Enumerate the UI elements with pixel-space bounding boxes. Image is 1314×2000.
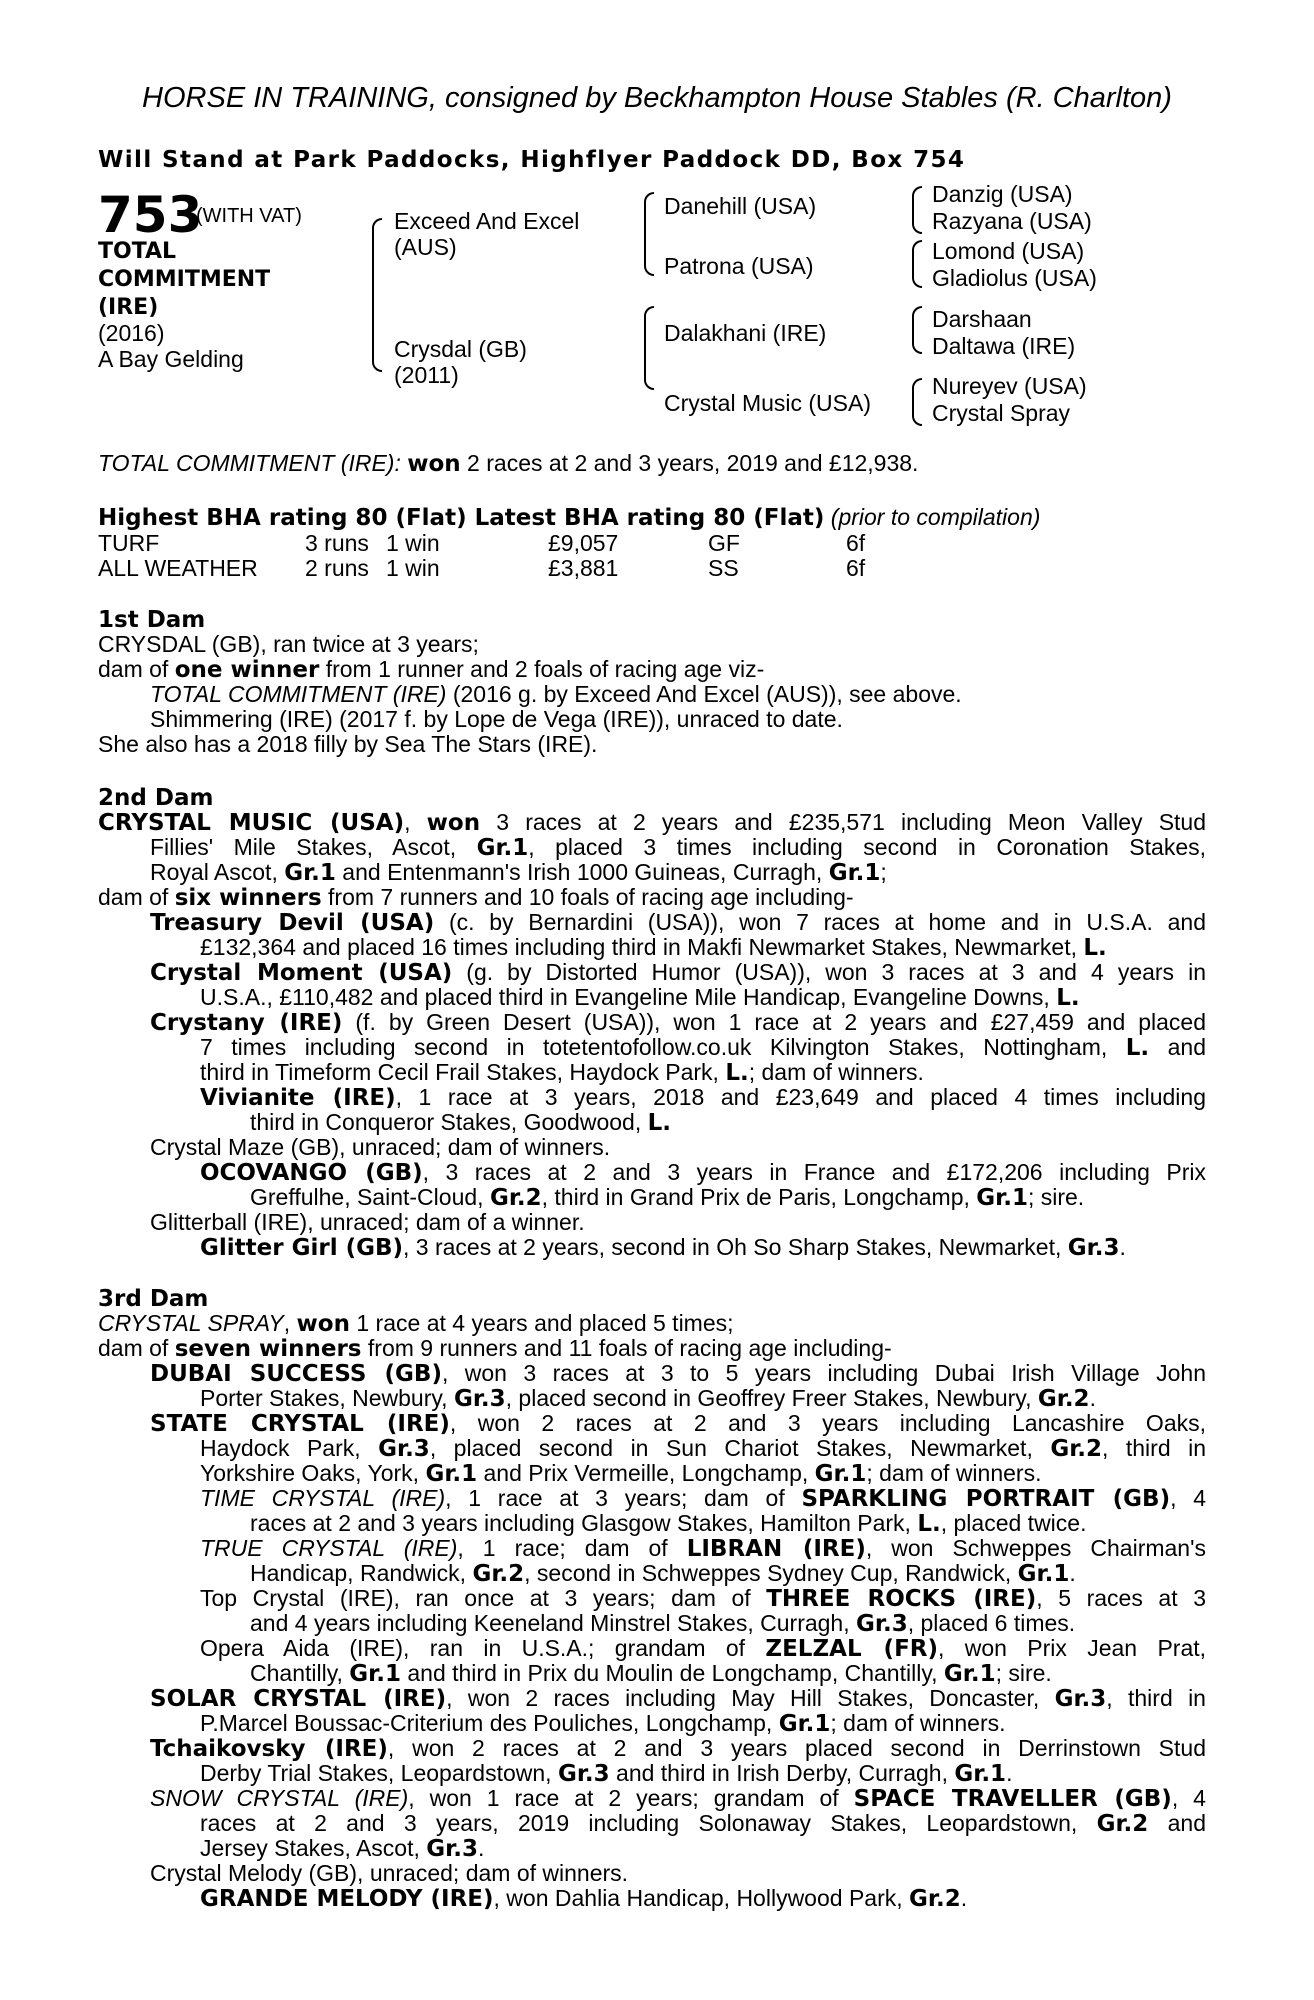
text-run: Handicap, Randwick, — [250, 1560, 473, 1586]
text-run: SNOW CRYSTAL (IRE) — [150, 1785, 409, 1811]
text-run: Gr.3 — [557, 1761, 610, 1787]
second-dam-line — [150, 860, 887, 886]
text-run: , third in Grand Prix de Paris, Longchamp, — [541, 1184, 977, 1210]
text-run: Haydock Park, — [200, 1435, 379, 1461]
lot-number: 753 — [98, 186, 203, 244]
text-run: , 4 — [1170, 1485, 1207, 1511]
text-run: Glitter Girl (GB) — [200, 1235, 404, 1261]
horse-name-line: COMMITMENT — [98, 267, 271, 292]
text-run: Yorkshire Oaks, York, — [200, 1460, 426, 1486]
dam-name — [394, 336, 527, 388]
text-run: SPACE TRAVELLER (GB) — [853, 1786, 1172, 1812]
text-run: , second in Schweppes Sydney Cup, Randwick, — [524, 1560, 1018, 1586]
rating-going: GF — [708, 530, 740, 556]
horse-name — [98, 238, 270, 322]
text-run: , 5 races at 3 — [1036, 1585, 1206, 1611]
text-run: dam of — [98, 884, 175, 910]
text-run: Gr.2 — [1096, 1811, 1149, 1837]
first-dam-line: Shimmering (IRE) (2017 f. by Lope de Vega (IRE)), unraced to date. — [150, 706, 843, 732]
third-dam-line — [150, 1736, 1206, 1762]
dd-sire: Nureyev (USA) — [932, 373, 1087, 399]
text-run: ; sire. — [1027, 1184, 1085, 1210]
text-run: races at 2 and 3 years, 2019 including Solonaway Stakes, Leopardstown, — [200, 1810, 1097, 1836]
text-run: (c. by Bernardini (USA)), won 7 races at home and in U.S.A. and — [434, 909, 1206, 935]
pedigree-brace — [912, 186, 922, 234]
text-run: L. — [725, 1060, 749, 1086]
text-run: third in Conqueror Stakes, Goodwood, — [250, 1109, 648, 1135]
text-run: Gr.1 — [943, 1661, 996, 1687]
ss-sire: Danzig (USA) — [932, 181, 1073, 207]
text-run: Gr.3 — [1067, 1235, 1120, 1261]
horse-name-line: (IRE) — [98, 295, 159, 320]
text-run: races at 2 and 3 years including Glasgow Stakes, Hamilton Park, — [250, 1510, 918, 1536]
second-dam-line — [98, 885, 854, 911]
ratings-line — [98, 505, 1040, 531]
ss-dam: Razyana (USA) — [932, 208, 1092, 234]
third-dam-line — [200, 1636, 1206, 1662]
text-run: won — [426, 810, 481, 836]
second-dam-line — [250, 1110, 671, 1136]
text-run: and — [1149, 1034, 1206, 1060]
vat-note: (WITH VAT) — [196, 205, 302, 227]
text-run: Gr.3 — [453, 1386, 506, 1412]
text-run: LIBRAN (IRE) — [686, 1536, 866, 1562]
third-dam-line — [250, 1561, 1076, 1587]
dam-line: (2011) — [394, 362, 459, 388]
text-run: , placed twice. — [940, 1510, 1087, 1536]
race-summary — [98, 451, 918, 477]
text-run: Gr.1 — [476, 835, 529, 861]
dam-dam: Crystal Music (USA) — [664, 390, 872, 416]
text-run: (2016 g. by Exceed And Excel (AUS)), see above. — [446, 681, 962, 707]
second-dam-line: Crystal Maze (GB), unraced; dam of winners. — [150, 1134, 611, 1160]
text-run: SOLAR CRYSTAL (IRE) — [150, 1686, 447, 1712]
text-run: , 4 — [1171, 1785, 1206, 1811]
pedigree-brace — [644, 306, 654, 390]
stand-location: Will Stand at Park Paddocks, Highflyer Paddock DD, Box 754 — [98, 147, 966, 173]
rating-wins: 1 win — [386, 555, 440, 581]
text-run: and third in Prix du Moulin de Longchamp, Chantilly, — [400, 1660, 944, 1686]
pedigree-brace — [644, 192, 654, 276]
text-run: Derby Trial Stakes, Leopardstown, — [200, 1760, 558, 1786]
text-run: , placed second in Sun Chariot Stakes, Newmarket, — [429, 1435, 1051, 1461]
text-run: from 9 runners and 11 foals of racing age including- — [361, 1335, 892, 1361]
third-dam-line — [250, 1611, 1075, 1637]
text-run: , 1 race at 3 years, 2018 and £23,649 and placed 4 times including — [395, 1084, 1206, 1110]
text-run: , — [283, 1310, 297, 1336]
text-run: , third in — [1102, 1435, 1206, 1461]
text-run: Fillies' Mile Stakes, Ascot, — [150, 834, 477, 860]
text-run: Tchaikovsky (IRE) — [150, 1736, 388, 1762]
text-run: . — [477, 1835, 485, 1861]
text-run: GRANDE MELODY (IRE) — [200, 1886, 494, 1912]
dam-sire: Dalakhani (IRE) — [664, 320, 827, 346]
rating-surface: TURF — [98, 530, 160, 556]
text-run: 3 races at 2 years and £235,571 including Meon Valley Stud — [480, 809, 1207, 835]
second-dam-line — [200, 1160, 1206, 1186]
text-run: L. — [1083, 935, 1107, 961]
text-run: OCOVANGO (GB) — [200, 1160, 423, 1186]
text-run: , won 3 races at 3 to 5 years including Dubai Irish Village John — [441, 1360, 1206, 1386]
text-run: , 1 race at 3 years; dam of — [445, 1485, 802, 1511]
text-run: Gr.3 — [378, 1436, 430, 1462]
text-run: and third in Irish Derby, Curragh, — [609, 1760, 955, 1786]
rating-distance: 6f — [846, 555, 866, 581]
text-run: , won 2 races including May Hill Stakes, Doncaster, — [446, 1685, 1055, 1711]
text-run: , won 2 races at 2 and 3 years placed second in Derrinstown Stud — [387, 1735, 1206, 1761]
rating-prize: £3,881 — [548, 555, 619, 581]
text-run: and Entenmann's Irish 1000 Guineas, Curragh, — [335, 859, 829, 885]
text-run: Gr.1 — [349, 1661, 401, 1687]
rating-going: SS — [708, 555, 739, 581]
text-run: Jersey Stakes, Ascot, — [200, 1835, 427, 1861]
sire-line: Exceed And Excel — [394, 208, 580, 234]
third-dam-line — [150, 1361, 1206, 1387]
dd-dam: Crystal Spray — [932, 400, 1071, 426]
sd-sire: Lomond (USA) — [932, 238, 1085, 264]
text-run: Gr.1 — [778, 1711, 831, 1737]
ratings-bold: Highest BHA rating 80 (Flat) Latest BHA rating 80 (Flat) — [98, 505, 825, 531]
second-dam-line: CRYSTAL MUSIC (USA), won 3 races at 2 years and £235,571 including Meon Valley Stud — [98, 809, 1207, 836]
text-run: , third in — [1106, 1685, 1206, 1711]
text-run: , placed 6 times. — [907, 1610, 1076, 1636]
text-run: 7 times including second in totetentofollow.co.uk Kilvington Stakes, Nottingham, — [200, 1034, 1126, 1060]
third-dam-line — [200, 1486, 1206, 1512]
sire-dam: Patrona (USA) — [664, 253, 814, 279]
second-dam-line — [150, 910, 1206, 936]
text-run: Gr.1 — [1017, 1561, 1070, 1587]
text-run: Gr.1 — [976, 1185, 1028, 1211]
second-dam-heading: 2nd Dam — [98, 785, 214, 811]
text-run: Crystal Moment (USA) — [150, 960, 453, 986]
third-dam-line: Crystal Melody (GB), unraced; dam of winners. — [150, 1860, 629, 1886]
text-run: and 4 years including Keeneland Minstrel Stakes, Curragh, — [250, 1610, 857, 1636]
text-run: Top Crystal (IRE), ran once at 3 years; dam of — [200, 1585, 767, 1611]
first-dam-line — [150, 682, 962, 707]
text-run: third in Timeform Cecil Frail Stakes, Haydock Park, — [200, 1059, 726, 1085]
consignor-header: HORSE IN TRAINING, consigned by Beckhampton House Stables (R. Charlton) — [142, 82, 1172, 114]
third-dam-line — [200, 1461, 1041, 1487]
second-dam-line — [150, 960, 1206, 986]
text-run: L. — [647, 1110, 672, 1136]
ratings-note: (prior to compilation) — [824, 504, 1041, 530]
text-run: dam of — [98, 1335, 175, 1361]
third-dam-line — [200, 1886, 967, 1912]
text-run: , 3 races at 2 and 3 years in France and £172,206 including Prix — [422, 1159, 1206, 1185]
text-run: ; sire. — [995, 1660, 1052, 1686]
rating-runs: 3 runs — [305, 530, 369, 556]
text-run: L. — [1125, 1035, 1150, 1061]
text-run: Gr.2 — [1050, 1436, 1102, 1462]
text-run: Gr.2 — [909, 1886, 961, 1912]
text-run: (f. by Green Desert (USA)), won 1 race at 2 years and £27,459 and placed — [342, 1009, 1207, 1035]
text-run: , won 1 race at 2 years; grandam of — [408, 1785, 854, 1811]
text-run: Gr.1 — [284, 860, 336, 886]
text-run: CRYSTAL MUSIC (USA) — [98, 810, 405, 836]
text-run: dam of — [98, 656, 175, 682]
summary-text: 2 races at 2 and 3 years, 2019 and £12,938. — [460, 450, 919, 476]
text-run: P.Marcel Boussac-Criterium des Pouliches, Longchamp, — [200, 1710, 779, 1736]
third-dam-line — [200, 1836, 484, 1862]
text-run: . — [1069, 1560, 1076, 1586]
rating-runs: 2 runs — [305, 555, 369, 581]
text-run: ZELZAL (FR) — [765, 1636, 939, 1662]
pedigree-brace — [912, 306, 922, 354]
text-run: one winner — [174, 657, 320, 683]
third-dam-line — [200, 1436, 1206, 1462]
summary-horse: TOTAL COMMITMENT (IRE) — [98, 450, 395, 476]
text-run: ; dam of winners. — [748, 1059, 924, 1085]
text-run: Gr.1 — [828, 860, 881, 886]
text-run: , 1 race; dam of — [457, 1535, 687, 1561]
text-run: from 7 runners and 10 foals of racing age including- — [321, 884, 854, 910]
third-dam-heading: 3rd Dam — [98, 1286, 209, 1312]
second-dam-line — [250, 1185, 1084, 1211]
second-dam-line — [150, 835, 1206, 861]
third-dam-line — [98, 1336, 892, 1362]
ds-dam: Daltawa (IRE) — [932, 333, 1076, 359]
second-dam-line — [200, 1085, 1206, 1111]
text-run: STATE CRYSTAL (IRE) — [150, 1411, 450, 1437]
sire-line: (AUS) — [394, 234, 457, 260]
text-run: (g. by Distorted Humor (USA)), won 3 races at 3 and 4 years in — [452, 959, 1206, 985]
sd-dam: Gladiolus (USA) — [932, 265, 1097, 291]
text-run: Crystany (IRE) — [150, 1010, 343, 1036]
text-run: TIME CRYSTAL (IRE) — [200, 1485, 446, 1511]
text-run: Greffulhe, Saint-Cloud, — [250, 1184, 490, 1210]
horse-name-line: TOTAL — [98, 239, 177, 264]
text-run: 1 race at 4 years and placed 5 times; — [349, 1310, 734, 1336]
third-dam-line — [200, 1811, 1206, 1837]
text-run: Gr.1 — [814, 1461, 867, 1487]
horse-description: A Bay Gelding — [98, 346, 244, 372]
text-run: ; dam of winners. — [866, 1460, 1042, 1486]
third-dam-line — [200, 1711, 1006, 1737]
text-run: ; — [880, 859, 887, 885]
text-run: , won Dahlia Handicap, Hollywood Park, — [493, 1885, 910, 1911]
text-run: Gr.3 — [426, 1836, 478, 1862]
summary-won: won — [407, 451, 461, 477]
text-run: , won Schweppes Chairman's — [865, 1535, 1206, 1561]
text-run: , placed second in Geoffrey Freer Stakes, Newbury, — [505, 1385, 1038, 1411]
text-run: six winners — [174, 885, 322, 911]
text-run: and Prix Vermeille, Longchamp, — [477, 1460, 815, 1486]
first-dam-line — [98, 657, 764, 683]
text-run: ; dam of winners. — [830, 1710, 1006, 1736]
text-run: and — [1148, 1810, 1206, 1836]
third-dam-line — [150, 1686, 1206, 1712]
dam-line: Crysdal (GB) — [394, 336, 527, 362]
third-dam-line — [150, 1411, 1206, 1437]
third-dam-line — [250, 1661, 1052, 1687]
second-dam-line — [200, 935, 1107, 961]
text-run: Royal Ascot, — [150, 859, 285, 885]
text-run: Gr.3 — [1054, 1686, 1107, 1712]
text-run: £132,364 and placed 16 times including third in Makfi Newmarket Stakes, Newmarket, — [200, 934, 1084, 960]
rating-surface: ALL WEATHER — [98, 555, 258, 581]
text-run: , won 2 races at 2 and 3 years including Lancashire Oaks, — [449, 1410, 1207, 1436]
second-dam-line — [150, 1010, 1206, 1036]
second-dam-line — [200, 1060, 924, 1086]
foaling-year: (2016) — [98, 320, 165, 346]
second-dam-line — [200, 985, 1080, 1011]
text-run: from 1 runner and 2 foals of racing age viz- — [319, 656, 765, 682]
text-run: won — [296, 1311, 350, 1337]
text-run: , won Prix Jean Prat, — [938, 1635, 1207, 1661]
text-run: SPARKLING PORTRAIT (GB) — [801, 1486, 1171, 1512]
rating-distance: 6f — [846, 530, 866, 556]
text-run: Gr.1 — [954, 1761, 1007, 1787]
text-run: L. — [1056, 985, 1080, 1011]
sire-sire: Danehill (USA) — [664, 193, 817, 219]
text-run: Gr.2 — [472, 1561, 525, 1587]
text-run: DUBAI SUCCESS (GB) — [150, 1361, 442, 1387]
text-run: Opera Aida (IRE), ran in U.S.A.; grandam of — [200, 1635, 766, 1661]
third-dam-line — [200, 1386, 1096, 1412]
summary-colon: : — [394, 450, 408, 476]
text-run: U.S.A., £110,482 and placed third in Evangeline Mile Handicap, Evangeline Downs, — [200, 984, 1057, 1010]
text-run: Vivianite (IRE) — [200, 1085, 396, 1111]
text-run: L. — [917, 1511, 941, 1537]
text-run: Treasury Devil (USA) — [150, 910, 435, 936]
text-run: seven winners — [174, 1336, 362, 1362]
rating-prize: £9,057 — [548, 530, 619, 556]
pedigree-brace — [372, 218, 382, 372]
third-dam-line — [250, 1511, 1086, 1537]
third-dam-line — [200, 1536, 1206, 1562]
second-dam-line: Glitterball (IRE), unraced; dam of a winner. — [150, 1209, 585, 1235]
text-run: THREE ROCKS (IRE) — [766, 1586, 1037, 1612]
text-run: , placed 3 times including second in Coronation Stakes, — [528, 834, 1207, 860]
text-run: . — [1119, 1234, 1126, 1260]
sire-name — [394, 208, 579, 260]
text-run: , 3 races at 2 years, second in Oh So Sharp Stakes, Newmarket, — [403, 1234, 1068, 1260]
text-run: Gr.2 — [489, 1185, 542, 1211]
text-run: . — [1089, 1385, 1096, 1411]
text-run: . — [960, 1885, 968, 1911]
text-run: Chantilly, — [250, 1660, 350, 1686]
pedigree-brace — [912, 378, 922, 426]
ds-sire: Darshaan — [932, 306, 1032, 332]
second-dam-line — [200, 1035, 1206, 1061]
third-dam-line — [200, 1586, 1206, 1612]
third-dam-line — [98, 1311, 734, 1337]
second-dam-line — [200, 1235, 1126, 1261]
pedigree-brace — [912, 240, 922, 288]
first-dam-line: She also has a 2018 filly by Sea The Stars (IRE). — [98, 731, 598, 757]
first-dam-line: CRYSDAL (GB), ran twice at 3 years; — [98, 631, 479, 657]
text-run: TRUE CRYSTAL (IRE) — [200, 1535, 458, 1561]
first-dam-heading: 1st Dam — [98, 607, 206, 633]
text-run: CRYSTAL SPRAY — [98, 1310, 284, 1336]
text-run: Gr.3 — [856, 1611, 908, 1637]
third-dam-line — [150, 1786, 1206, 1812]
text-run: Gr.2 — [1037, 1386, 1090, 1412]
text-run: TOTAL COMMITMENT (IRE) — [150, 681, 447, 707]
text-run: Porter Stakes, Newbury, — [200, 1385, 454, 1411]
text-run: Gr.1 — [425, 1461, 478, 1487]
third-dam-line — [200, 1761, 1012, 1787]
rating-wins: 1 win — [386, 530, 440, 556]
text-run: . — [1006, 1760, 1013, 1786]
